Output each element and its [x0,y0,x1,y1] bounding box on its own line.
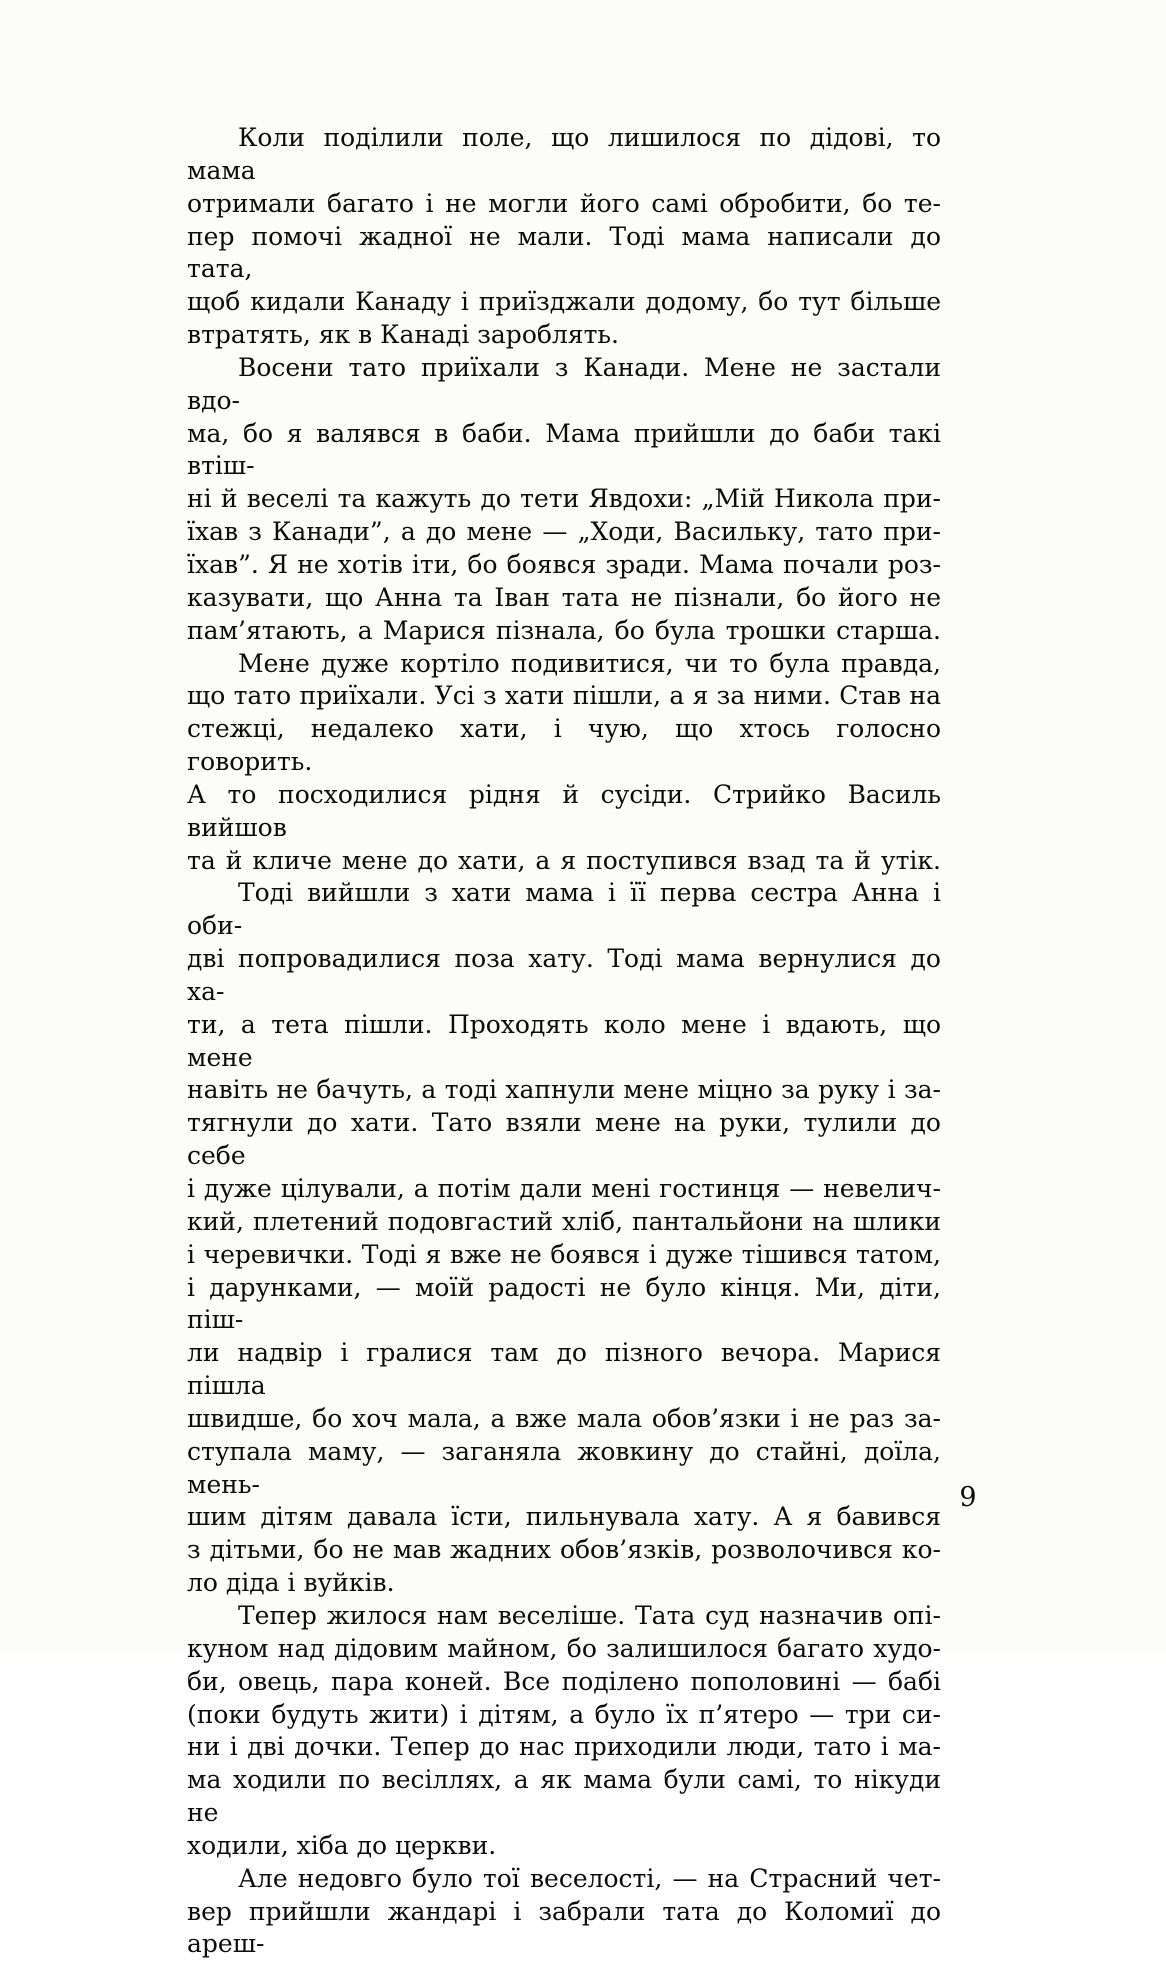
text-line: Але недовго було тої веселості, — на Страсний чет- [238,1863,941,1893]
text-line: пам’ятають, а Марися пізнала, бо була трошки старша. [187,615,941,645]
text-line: Тоді вийшли з хати мама і її перва сестра Анна і оби- [187,878,941,941]
paragraph [187,352,941,648]
text-line: ходили, хіба до церкви. [187,1830,497,1860]
text-line: швидше, бо хоч мала, а вже мала обов’язки і не раз за- [187,1403,941,1433]
text-line: ма ходили по весіллях, а як мама були самі, то нікуди не [187,1765,941,1828]
text-line: і черевички. Тоді я вже не боявся і дуже тішився татом, [187,1239,941,1269]
text-line: ні й веселі та кажуть до тети Явдохи: „Мій Никола при- [187,484,941,514]
text-line: кий, плетений подовгастий хліб, пантальйони на шлики [187,1206,941,1236]
text-line: дві попровадилися поза хату. Тоді мама вернулися до ха- [187,944,941,1006]
text-line: би, овець, пара коней. Все поділено пополовині — бабі [187,1666,941,1696]
page-number: 9 [959,1482,977,1513]
text-line: ти, а тета пішли. Проходять коло мене і вдають, що мене [187,1009,941,1072]
paragraph [187,648,941,878]
text-line: Восени тато приїхали з Канади. Мене не застали вдо- [187,352,941,415]
paragraph [187,1863,941,1961]
text-line: і дарунками, — моїй радості не було кінця. Ми, діти, піш- [187,1272,941,1335]
text-line: стежці, недалеко хати, і чую, що хтось голосно говорить. [187,714,941,777]
text-line: ступала маму, — заганяла жовкину до стайні, доїла, мень- [187,1436,941,1499]
text-line: вер прийшли жандарі і забрали тата до Коломиї до ареш- [187,1896,941,1959]
text-line: тягнули до хати. Тато взяли мене на руки, тулили до себе [187,1108,941,1171]
text-line: (поки будуть жити) і дітям, а було їх п’ятеро — три си- [187,1699,941,1729]
text-line: щоб кидали Канаду і приїзджали додому, бо тут більше [187,287,941,317]
text-line: що тато приїхали. Усі з хати пішли, а я за ними. Став на [187,681,941,711]
text-line: з дітьми, бо не мав жадних обов’язків, розволочився ко- [187,1535,941,1565]
text-line: пер помочі жадної не мали. Тоді мама написали до тата, [187,221,941,284]
text-line: їхав”. Я не хотів іти, бо боявся зради. Мама почали роз- [187,549,941,579]
text-line: Коли поділили поле, що лишилося по дідові, то мама [187,123,941,185]
text-line: ло діда і вуйків. [187,1568,395,1598]
text-line: куном над дідовим майном, бо залишилося багато худо- [187,1633,941,1663]
text-line: казувати, що Анна та Іван тата не пізнали, бо його не [187,582,941,612]
text-line: ни і дві дочки. Тепер до нас приходили люди, тато і ма- [187,1732,941,1762]
text-line: шим дітям давала їсти, пильнувала хату. А я бавився [187,1502,941,1532]
text-line: і дуже цілували, а потім дали мені гостинця — невелич- [187,1174,941,1203]
text-line: ли надвір і гралися там до пізного вечора. Марися пішла [187,1338,941,1401]
text-line: Тепер жилося нам веселіше. Тата суд назначив опі- [238,1600,941,1630]
text-block [187,122,941,1961]
paragraph [187,1600,941,1863]
text-line: навіть не бачуть, а тоді хапнули мене міцно за руку і за- [187,1075,941,1105]
text-line: їхав з Канади”, а до мене — „Ходи, Васильку, тато при- [187,517,941,547]
paragraph [187,122,941,352]
text-line: ма, бо я валявся в баби. Мама прийшли до баби такі втіш- [187,418,941,481]
text-line: Мене дуже кортіло подивитися, чи то була правда, [238,648,941,678]
text-line: отримали багато і не могли його самі обробити, бо те- [187,188,941,218]
text-line: А то посходилися рідня й сусіди. Стрийко Василь вийшов [187,779,941,842]
text-line: втратять, як в Канаді зароблять. [187,320,619,350]
text-line: та й кличе мене до хати, а я поступився взад та й утік. [187,845,941,875]
paragraph [187,877,941,1600]
